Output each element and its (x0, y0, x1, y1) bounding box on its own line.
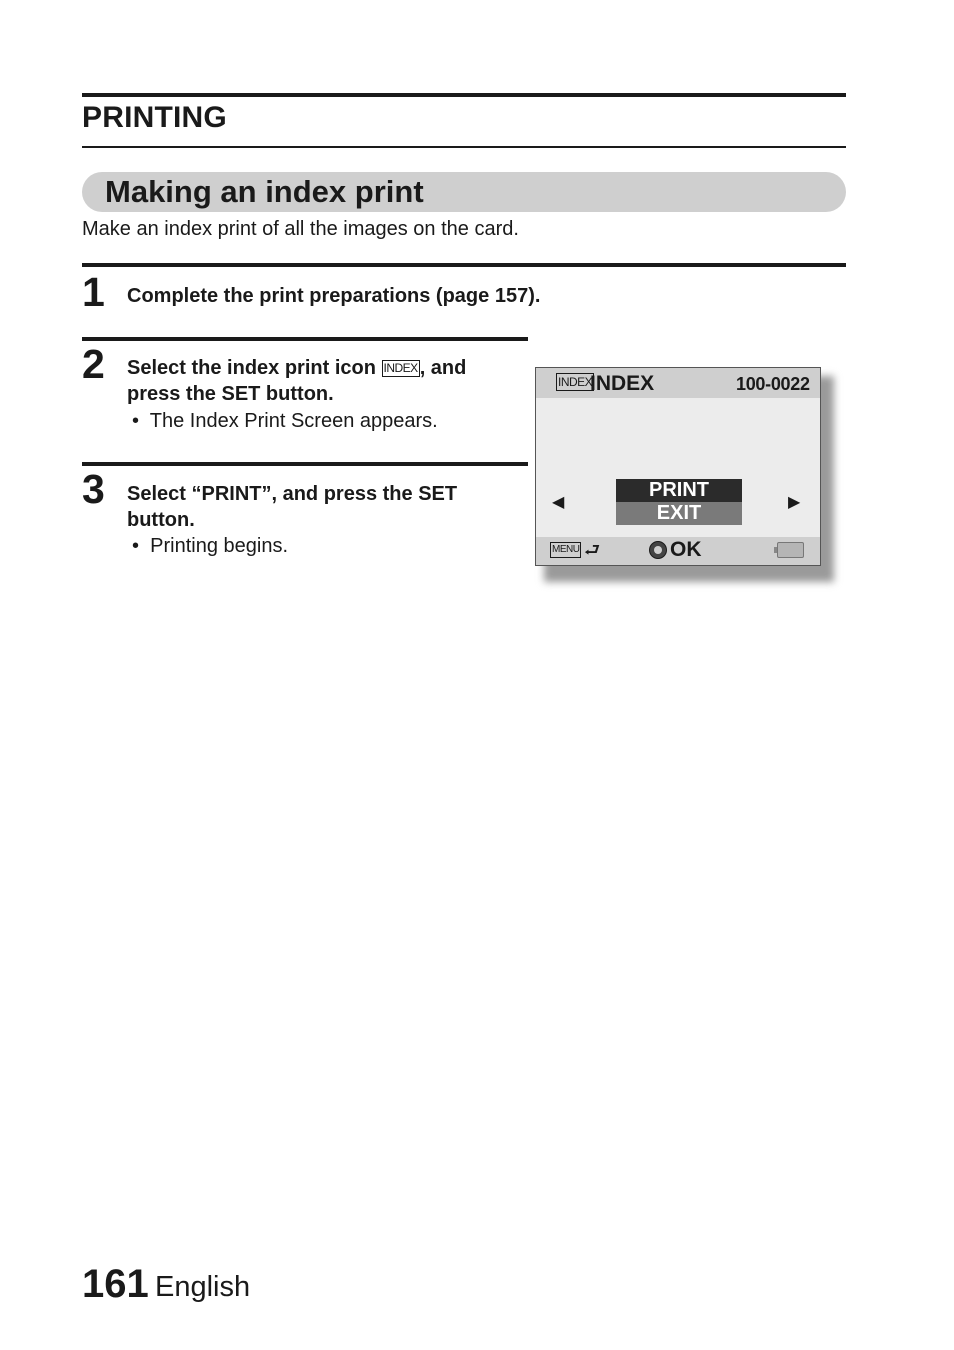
ok-label: OK (670, 538, 702, 561)
step-2-text-line2: press the SET button. (127, 383, 334, 405)
page-language: English (155, 1271, 251, 1303)
step-2-bullet (132, 408, 438, 434)
exit-option[interactable]: EXIT (616, 502, 742, 525)
right-arrow-icon: ▶ (788, 494, 801, 511)
section-title: PRINTING (82, 101, 227, 134)
page-number: 161 (82, 1262, 149, 1306)
print-option[interactable]: PRINT (616, 479, 742, 502)
step-2-rule (82, 337, 528, 341)
subheading: Making an index print (105, 174, 424, 209)
intro-text: Make an index print of all the images on the card. (82, 218, 519, 240)
section-rule (82, 146, 846, 148)
left-arrow-icon: ◀ (552, 494, 565, 511)
bullet-dot: • (132, 410, 140, 432)
top-rule (82, 93, 846, 97)
menu-icon: MENU (550, 542, 581, 558)
step-1-text: Complete the print preparations (page 157). (127, 285, 541, 307)
bullet-dot: • (132, 535, 140, 557)
screen-title: INDEX (590, 372, 655, 395)
step-2-text (127, 355, 522, 407)
battery-icon (777, 542, 804, 558)
step-3-bullet (132, 533, 288, 559)
step-2-text-before-icon: Select the index print icon (127, 357, 376, 379)
step-3-bullet-text: Printing begins. (150, 535, 289, 557)
step-3-text (127, 481, 457, 533)
step-1-rule (82, 263, 846, 267)
index-print-icon: INDEX (383, 361, 418, 375)
return-icon: ⮐ (584, 540, 601, 560)
step-1-number: 1 (82, 269, 105, 315)
step-3-text-line1: Select “PRINT”, and press the SET (127, 483, 458, 505)
dpad-icon (649, 541, 667, 559)
index-icon: INDEX (558, 375, 593, 389)
step-2-bullet-text: The Index Print Screen appears. (149, 410, 438, 432)
image-counter: 100-0022 (736, 374, 810, 394)
step-2-text-after-icon: , and (419, 357, 467, 379)
camera-screen (535, 367, 821, 566)
step-3-rule (82, 462, 528, 466)
step-2-number: 2 (82, 341, 105, 387)
step-3-text-line2: button. (127, 509, 195, 531)
step-3-number: 3 (82, 466, 105, 512)
